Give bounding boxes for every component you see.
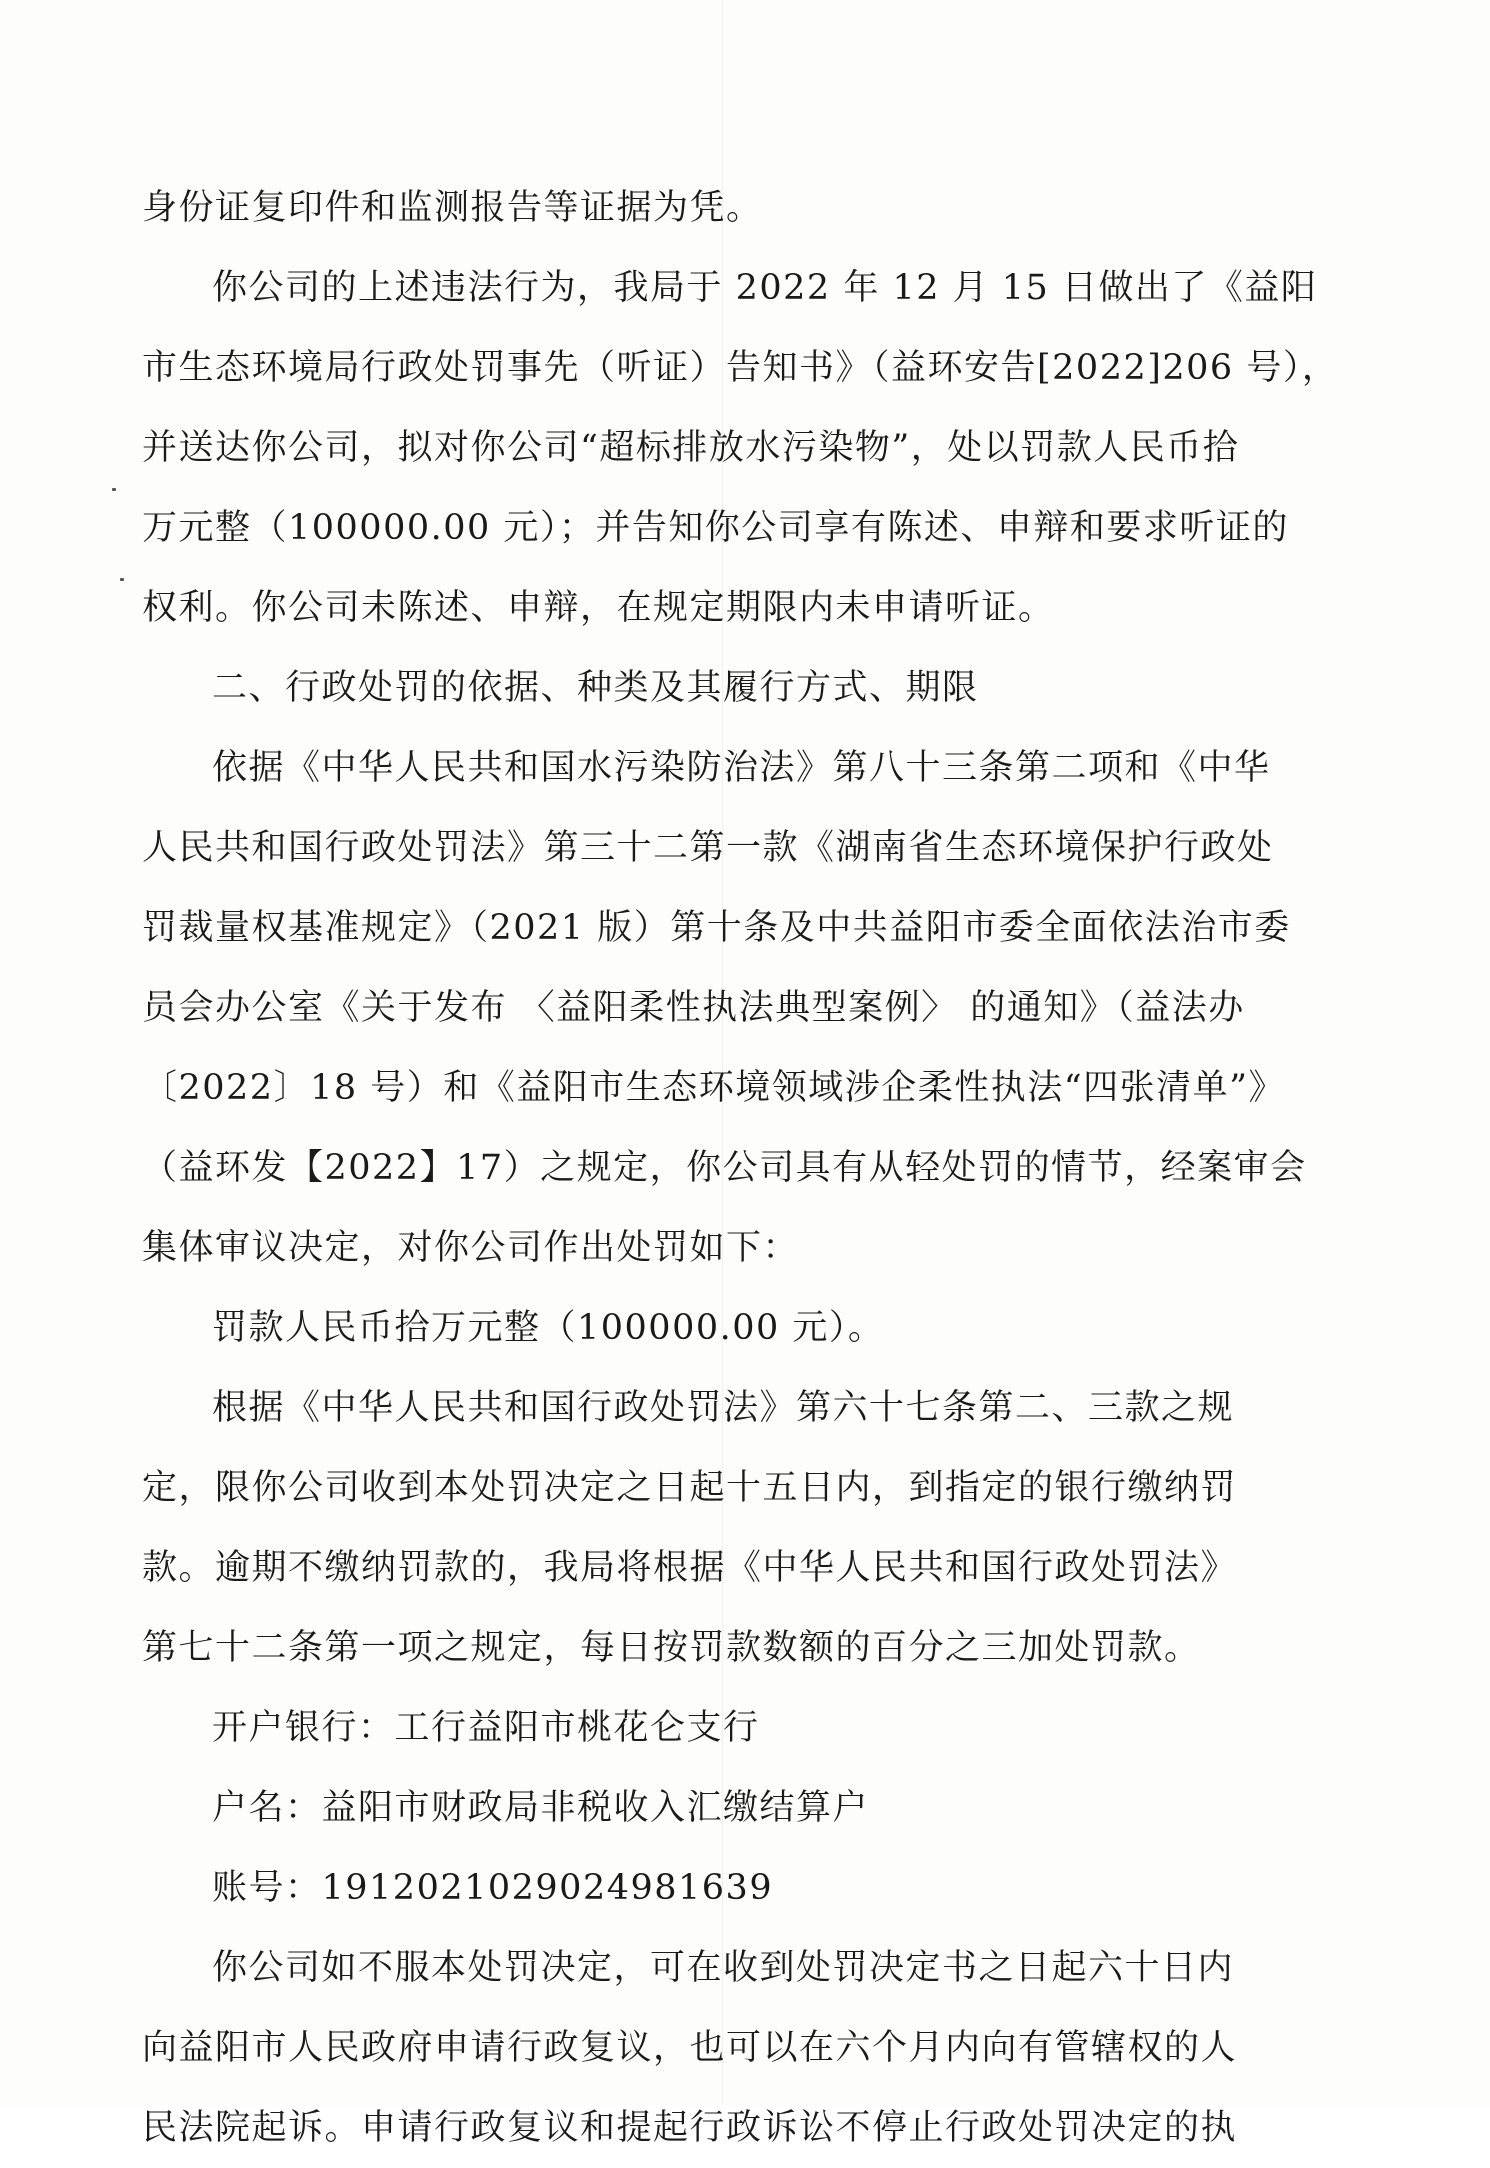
- scan-speck: [120, 578, 124, 581]
- section-heading: 二、行政处罚的依据、种类及其履行方式、期限: [212, 668, 979, 708]
- body-line: 根据《中华人民共和国行政处罚法》第六十七条第二、三款之规: [212, 1388, 1235, 1428]
- body-line: 罚裁量权基准规定》（2021 版）第十条及中共益阳市委全面依法治市委: [142, 908, 1291, 948]
- body-line: 市生态环境局行政处罚事先（听证）告知书》（益环安告[2022]206 号），: [142, 348, 1339, 388]
- account-name-line: 户名：益阳市财政局非税收入汇缴结算户: [212, 1788, 870, 1828]
- body-line: 万元整（100000.00 元）；并告知你公司享有陈述、申辩和要求听证的: [142, 508, 1289, 548]
- account-number-line: 账号：1912021029024981639: [212, 1868, 774, 1908]
- body-line: 民法院起诉。申请行政复议和提起行政诉讼不停止行政处罚决定的执: [142, 2108, 1238, 2148]
- body-line: （益环发【2022】17）之规定，你公司具有从轻处罚的情节，经案审会: [142, 1148, 1307, 1188]
- body-line: 人民共和国行政处罚法》第三十二第一款《湖南省生态环境保护行政处: [142, 828, 1274, 868]
- body-line: 定，限你公司收到本处罚决定之日起十五日内，到指定的银行缴纳罚: [142, 1468, 1238, 1508]
- body-line: 〔2022〕18 号）和《益阳市生态环境领域涉企柔性执法“四张清单”》: [142, 1068, 1286, 1108]
- penalty-amount-line: 罚款人民币拾万元整（100000.00 元）。: [212, 1308, 885, 1348]
- body-line: 依据《中华人民共和国水污染防治法》第八十三条第二项和《中华: [212, 748, 1271, 788]
- document-body: [142, 168, 1352, 2168]
- body-line: 你公司的上述违法行为，我局于 2022 年 12 月 15 日做出了《益阳: [212, 268, 1318, 308]
- body-line: 款。逾期不缴纳罚款的，我局将根据《中华人民共和国行政处罚法》: [142, 1548, 1238, 1588]
- body-line: 向益阳市人民政府申请行政复议，也可以在六个月内向有管辖权的人: [142, 2028, 1238, 2068]
- body-line: 员会办公室《关于发布 〈益阳柔性执法典型案例〉 的通知》（益法办: [142, 988, 1245, 1028]
- bank-name-line: 开户银行：工行益阳市桃花仑支行: [212, 1708, 760, 1748]
- scan-speck: [112, 488, 116, 491]
- body-line: 你公司如不服本处罚决定，可在收到处罚决定书之日起六十日内: [212, 1948, 1235, 1988]
- body-line: 并送达你公司，拟对你公司“超标排放水污染物”，处以罚款人民币拾: [142, 428, 1240, 468]
- body-line: 身份证复印件和监测报告等证据为凭。: [142, 188, 763, 228]
- body-line: 第七十二条第一项之规定，每日按罚款数额的百分之三加处罚款。: [142, 1628, 1201, 1668]
- body-line: 权利。你公司未陈述、申辩，在规定期限内未申请听证。: [142, 588, 1055, 628]
- body-line: 集体审议决定，对你公司作出处罚如下：: [142, 1228, 800, 1268]
